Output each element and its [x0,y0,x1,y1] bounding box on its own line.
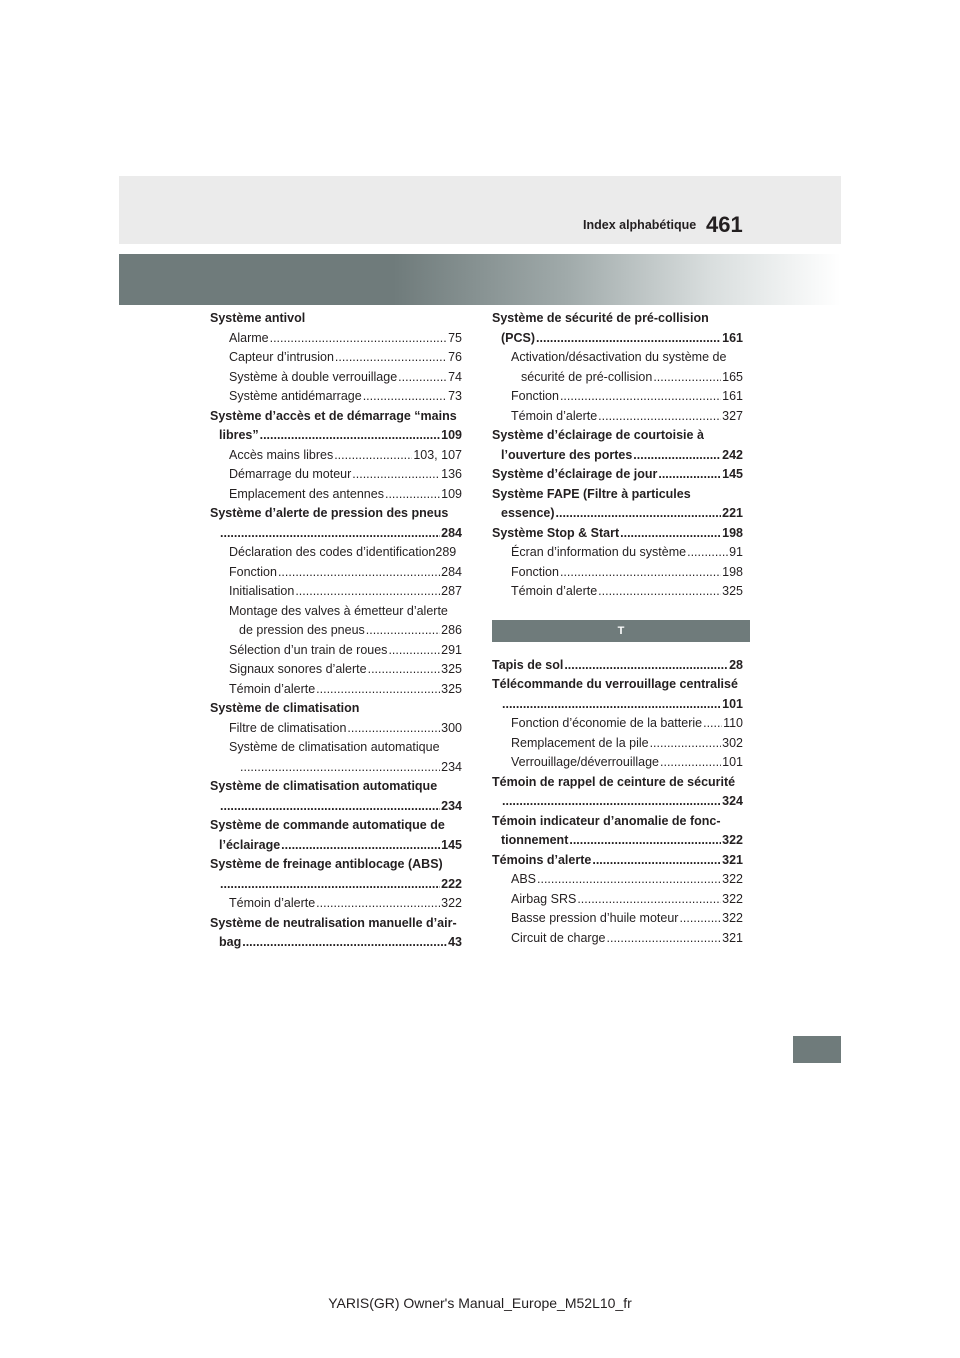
page-reference: 289 [435,545,457,559]
index-subentry [492,870,743,890]
entry-text: Fonction [511,564,559,579]
entry-text: Témoin indicateur d’anomalie de fonc- [492,813,721,828]
entry-text: Basse pression d’huile moteur [511,911,679,925]
dot-leader [220,524,440,544]
page-reference: 161 [722,330,743,345]
entry-text: Système de climatisation automatique [229,740,440,754]
entry-text: Système à double verrouillage [229,369,398,384]
page-reference: 327 [722,408,743,423]
index-subentry [492,387,743,407]
index-entry [210,836,462,856]
page-reference: 291 [441,642,462,657]
dot-leader [633,446,721,466]
page-reference: 234 [441,759,462,774]
dot-leader [592,851,721,871]
entry-text: Alarme [229,330,269,345]
page-reference: 145 [441,837,462,852]
entry-text: Emplacement des antennes [229,486,384,501]
page-reference: 145 [722,467,743,481]
index-subentry [210,680,462,700]
entry-text: Système de neutralisation manuelle d’air- [210,915,457,930]
dot-leader [569,831,721,851]
page-reference: 322 [722,833,743,847]
page-reference: 321 [722,930,743,945]
entry-text: Airbag SRS [511,891,577,906]
index-entry [492,485,743,505]
entry-text: Système de freinage antiblocage (ABS) [210,857,443,871]
page-reference: 234 [441,798,462,813]
entry-text: Signaux sonores d’alerte [229,662,367,676]
entry-text: Système d’éclairage de jour [492,467,658,481]
index-subentry [492,909,743,929]
index-subentry [492,734,743,754]
dot-leader [270,329,448,349]
page-reference: 74 [448,369,462,384]
entry-text: Système d’éclairage de courtoisie à [492,428,704,442]
dot-leader [502,792,721,812]
index-column-left [210,309,462,953]
page-reference: 322 [441,896,462,910]
index-subentry [492,714,743,734]
dot-leader [560,563,721,583]
page-reference: 300 [441,720,462,735]
dot-leader [653,368,721,388]
entry-text: Système FAPE (Filtre à particules [492,486,691,501]
dot-leader [363,387,447,407]
dot-leader [281,836,440,856]
entry-text: tionnement [501,833,569,847]
index-entry [492,465,743,485]
page-reference: 286 [441,623,462,637]
entry-text: Filtre de climatisation [229,720,347,735]
index-entry [210,797,462,817]
index-entry [492,812,743,832]
index-entry [492,851,743,871]
index-entry [492,695,743,715]
entry-text: Système de sécurité de pré-collision [492,311,709,325]
index-subentry [210,582,462,602]
entry-text: Tapis de sol [492,657,564,672]
page-reference: 73 [448,389,462,403]
index-column-right [492,309,743,948]
index-subentry [492,890,743,910]
dot-leader [703,714,722,734]
index-entry [492,656,743,676]
index-subentry [492,543,743,563]
dot-leader [658,465,721,485]
entry-text: Système antidémarrage [229,389,362,403]
index-subentry [492,929,743,949]
index-entry [210,309,462,329]
dot-leader [536,329,721,349]
index-group-s-continued [492,309,743,602]
entry-text: Initialisation [229,584,295,598]
dot-leader [598,582,721,602]
dot-leader [316,680,440,700]
dot-leader [620,524,721,544]
index-entry [210,933,462,953]
index-subentry [210,719,462,739]
letter-heading-t: T [492,620,750,642]
page-reference: 222 [441,876,462,891]
entry-text: l’ouverture des portes [501,447,633,462]
index-entry [492,426,743,446]
page-footer: YARIS(GR) Owner's Manual_Europe_M52L10_fr [328,1295,632,1311]
index-entry [210,504,462,524]
index-entry [492,524,743,544]
entry-text: Fonction [229,564,277,579]
index-subentry [492,753,743,773]
index-subentry [492,563,743,583]
page-reference: 325 [722,584,743,598]
page-reference: 109 [441,428,462,442]
index-subentry [210,621,462,641]
page-reference: 101 [722,755,743,769]
dot-leader [334,446,412,466]
page-reference: 284 [441,564,462,579]
entry-text: l’éclairage [219,837,281,852]
entry-text: libres” [219,428,259,442]
entry-text: Accès mains libres [229,447,334,462]
index-entry [210,524,462,544]
page-reference: 322 [722,872,743,886]
index-subentry [210,894,462,914]
page-reference: 161 [722,389,743,403]
entry-text: Système de commande automatique de [210,818,445,832]
index-subentry [492,368,743,388]
page-reference: 28 [729,657,743,672]
entry-text: bag [219,935,242,949]
entry-text: Démarrage du moteur [229,467,352,481]
dot-leader [398,368,447,388]
index-subentry [210,758,462,778]
dot-leader [347,719,440,739]
page-reference: 109 [441,486,462,501]
entry-text: Témoin d’alerte [229,896,316,910]
index-subentry [210,563,462,583]
dot-leader [220,875,440,895]
entry-text: Témoin de rappel de ceinture de sécurité [492,774,736,789]
entry-text: Capteur d’intrusion [229,350,334,364]
dot-leader [560,387,721,407]
entry-text: sécurité de pré-collision [521,369,653,384]
index-entry [492,309,743,329]
entry-text: Fonction [511,389,559,403]
page-reference: 322 [722,911,743,925]
dot-leader [577,890,721,910]
dot-leader [502,695,721,715]
page-reference: 110 [723,716,743,730]
dot-leader [366,621,440,641]
dot-leader [388,641,440,661]
index-entry [210,777,462,797]
index-entry [492,329,743,349]
page-reference: 165 [722,369,743,384]
index-subentry [210,641,462,661]
index-subentry [210,602,462,622]
dot-leader [316,894,440,914]
entry-text: Sélection d’un train de roues [229,642,388,657]
entry-text: Écran d’information du système [511,545,687,559]
page-reference: 322 [722,891,743,906]
page-reference: 242 [722,447,743,462]
index-entry [210,875,462,895]
dot-leader [537,870,721,890]
index-tab-marker [793,1036,841,1063]
entry-text: Témoins d’alerte [492,852,592,867]
index-subentry [210,738,462,758]
entry-text: essence) [501,506,555,520]
page-reference: 325 [441,681,462,696]
entry-text: Activation/désactivation du système de [511,350,727,364]
page-reference: 325 [441,662,462,676]
section-title: Index alphabétique [583,218,697,232]
entry-text: Remplacement de la pile [511,735,649,750]
entry-text: Système antivol [210,311,306,325]
dot-leader [385,485,440,505]
index-entry [210,699,462,719]
index-entry [210,855,462,875]
header-gradient-bar [119,254,841,305]
index-group-t [492,656,743,949]
entry-text: Verrouillage/déverrouillage [511,755,660,769]
index-subentry [492,582,743,602]
entry-text: Témoin d’alerte [511,408,598,423]
entry-text: Déclaration des codes d’identification [229,545,436,559]
page-reference: 198 [722,564,743,579]
index-subentry [210,543,462,563]
dot-leader [650,734,722,754]
entry-text: Témoin d’alerte [229,681,316,696]
index-entry [492,504,743,524]
index-subentry [210,368,462,388]
dot-leader [607,929,722,949]
index-entry [210,426,462,446]
entry-text: Circuit de charge [511,930,606,945]
entry-text: Montage des valves à émetteur d’alerte [229,603,448,618]
index-subentry [210,329,462,349]
index-subentry [210,446,462,466]
entry-text: Système d’alerte de pression des pneus [210,506,449,520]
page-reference: 221 [722,506,743,520]
page-reference: 321 [722,852,743,867]
dot-leader [295,582,440,602]
index-entry [492,792,743,812]
dot-leader [335,348,447,368]
entry-text: ABS [511,872,537,886]
page-reference: 284 [441,525,462,540]
dot-leader [660,753,721,773]
index-subentry [492,348,743,368]
dot-leader [242,933,447,953]
page-reference: 91 [729,545,743,559]
index-subentry [210,348,462,368]
dot-leader [368,660,441,680]
dot-leader [352,465,440,485]
page-reference: 101 [722,696,743,711]
page-reference: 75 [448,330,462,345]
entry-text: Télécommande du verrouillage centralisé [492,677,738,691]
page-reference: 324 [722,794,743,808]
index-entry [492,773,743,793]
index-subentry [210,485,462,505]
entry-text: Système de climatisation automatique [210,779,438,793]
page-reference: 287 [441,584,462,598]
dot-leader [598,407,721,427]
dot-leader [220,797,440,817]
page-number: 461 [706,212,743,237]
entry-text: Système de climatisation [210,701,360,715]
index-subentry [492,407,743,427]
entry-text: Système d’accès et de démarrage “mains [210,408,457,423]
dot-leader [687,543,728,563]
dot-leader [679,909,721,929]
dot-leader [260,426,441,446]
dot-leader [240,758,440,778]
index-entry [210,407,462,427]
entry-text: Témoin d’alerte [511,584,598,598]
entry-text: (PCS) [501,330,536,345]
page-reference: 198 [722,525,743,540]
index-subentry [210,660,462,680]
index-entry [492,446,743,466]
entry-text: Système Stop & Start [492,525,620,540]
index-entry [210,816,462,836]
index-entry [210,914,462,934]
page-reference: 302 [722,735,743,750]
dot-leader [564,656,728,676]
page-reference: 103, 107 [413,447,462,462]
dot-leader [278,563,440,583]
index-subentry [210,465,462,485]
page-reference: 136 [441,467,462,481]
page-reference: 76 [448,350,462,364]
index-subentry [210,387,462,407]
entry-text: de pression des pneus [239,623,365,637]
page-reference: 43 [448,935,462,949]
dot-leader [556,504,722,524]
index-entry [492,675,743,695]
index-entry [492,831,743,851]
entry-text: Fonction d’économie de la batterie [511,716,703,730]
